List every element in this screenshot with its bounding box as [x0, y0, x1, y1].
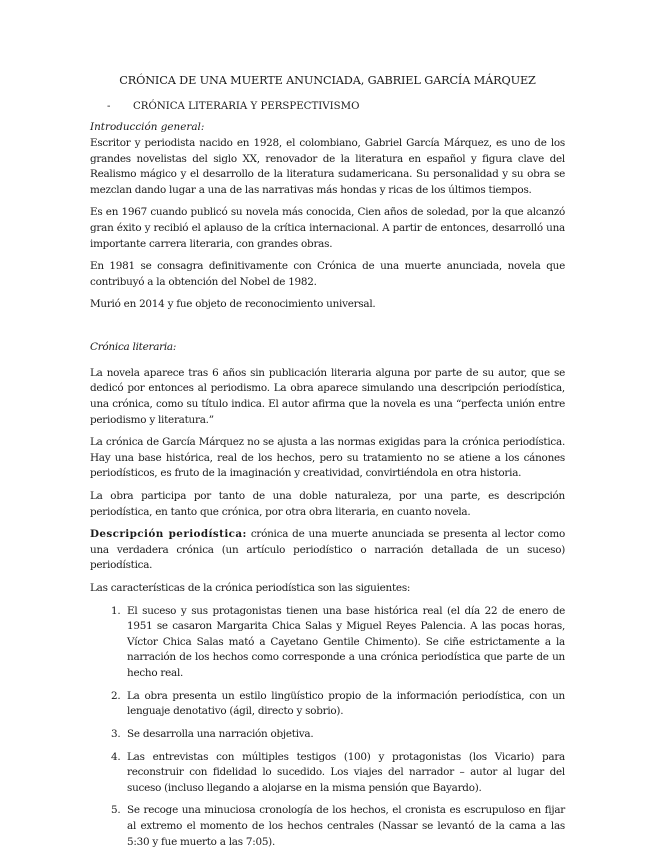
list-item-text: Las entrevistas con múltiples testigos (100) y protagonistas (los Vicario) para reconstruir con fidelidad lo sucedido. Los viajes del narrador – autor al lugar del suceso (incluso llegando a alojarse en la misma pensión que Bayardo). [127, 750, 565, 794]
list-number: 2. [111, 689, 121, 702]
list-number: 1. [111, 604, 121, 617]
subtitle-text: CRÓNICA LITERARIA Y PERSPECTIVISMO [133, 101, 360, 112]
list-number: 5. [111, 804, 121, 817]
intro-paragraph: Murió en 2014 y fue objeto de reconocimiento universal. [90, 298, 376, 311]
list-item-text: Se recoge una minuciosa cronología de los hechos, el cronista es escrupuloso en fijar al extremo el momento de los hechos centrales (Nassar se levantó de la cama a las 5:30 y fue muerto a las 7:05). [127, 804, 565, 848]
cronica-paragraph: La novela aparece tras 6 años sin publicación literaria alguna por parte de su autor, que se dedicó por entonces al periodismo. La obra aparece simulando una descripción periodística, una crónica, como su título indica. El autor afirma que la novela es una “perfecta unión entre periodismo y literatura.” [90, 366, 565, 426]
list-item-text: Se desarrolla una narración objetiva. [127, 727, 314, 740]
descripcion-paragraph [90, 527, 565, 574]
cronica-heading: Crónica literaria: [90, 341, 177, 354]
intro-heading: Introducción general: [90, 121, 205, 133]
document-body [90, 136, 565, 857]
list-item [90, 750, 565, 797]
section-spacer [90, 320, 565, 340]
cronica-paragraph: La crónica de García Márquez no se ajusta a las normas exigidas para la crónica periodística. Hay una base histórica, real de los hechos, pero su tratamiento no se atiene a los cánones periodísticos, es fruto de la imaginación y creatividad, convirtiéndola en otra historia. [90, 436, 565, 480]
document-title: CRÓNICA DE UNA MUERTE ANUNCIADA, GABRIEL GARCÍA MÁRQUEZ [119, 74, 536, 87]
intro-paragraph: Escritor y periodista nacido en 1928, el colombiano, Gabriel García Márquez, es uno de los grandes novelistas del siglo XX, renovador de la literatura en español y figura clave del Realismo mágico y el desarrollo de la literatura sudamericana. Su personalidad y su obra se mezclan dando lugar a una de las narrativas más hondas y ricas de los últimos tiempos. [90, 137, 565, 196]
list-item-text: La obra presenta un estilo lingüístico propio de la información periodística, con un lenguaje denotativo (ágil, directo y sobrio). [127, 689, 565, 718]
list-item [90, 803, 565, 850]
bullet-dash: - [107, 101, 111, 112]
intro-paragraph: En 1981 se consagra definitivamente con Crónica de una muerte anunciada, novela que contribuyó a la obtención del Nobel de 1982. [90, 260, 565, 288]
list-item [90, 604, 565, 682]
list-item-text: El suceso y sus protagonistas tienen una base histórica real (el día 22 de enero de 1951 se casaron Margarita Chica Salas y Miguel Reyes Palencia. A las pocas horas, Víctor Chica Salas mató a Cayetano Gentile Chimento). Se ciñe estrictamente a la narración de los hechos como corresponde a una crónica periodística que parte de un hecho real. [127, 604, 565, 680]
cronica-paragraph: La obra participa por tanto de una doble naturaleza, por una parte, es descripción periodística, en tanto que crónica, por otra obra literaria, en cuanto novela. [90, 489, 565, 518]
descripcion-text: crónica de una muerte anunciada se presenta al lector como una verdadera crónica (un artículo periodístico o narración detallada de un suceso) periodística. [90, 528, 565, 572]
section-subtitle [107, 99, 360, 114]
descripcion-label: Descripción periodística: [90, 528, 247, 541]
characteristics-list [90, 604, 565, 851]
intro-paragraph: Es en 1967 cuando publicó su novela más conocida, Cien años de soledad, por la que alcanzó gran éxito y recibió el aplauso de la crítica internacional. A partir de entonces, desarrolló una importante carrera literaria, con grandes obras. [90, 206, 565, 250]
list-item [90, 689, 565, 720]
list-number: 4. [111, 750, 121, 763]
list-number: 3. [111, 727, 121, 740]
list-item [90, 727, 565, 743]
list-intro: Las características de la crónica periodística son las siguientes: [90, 582, 411, 595]
